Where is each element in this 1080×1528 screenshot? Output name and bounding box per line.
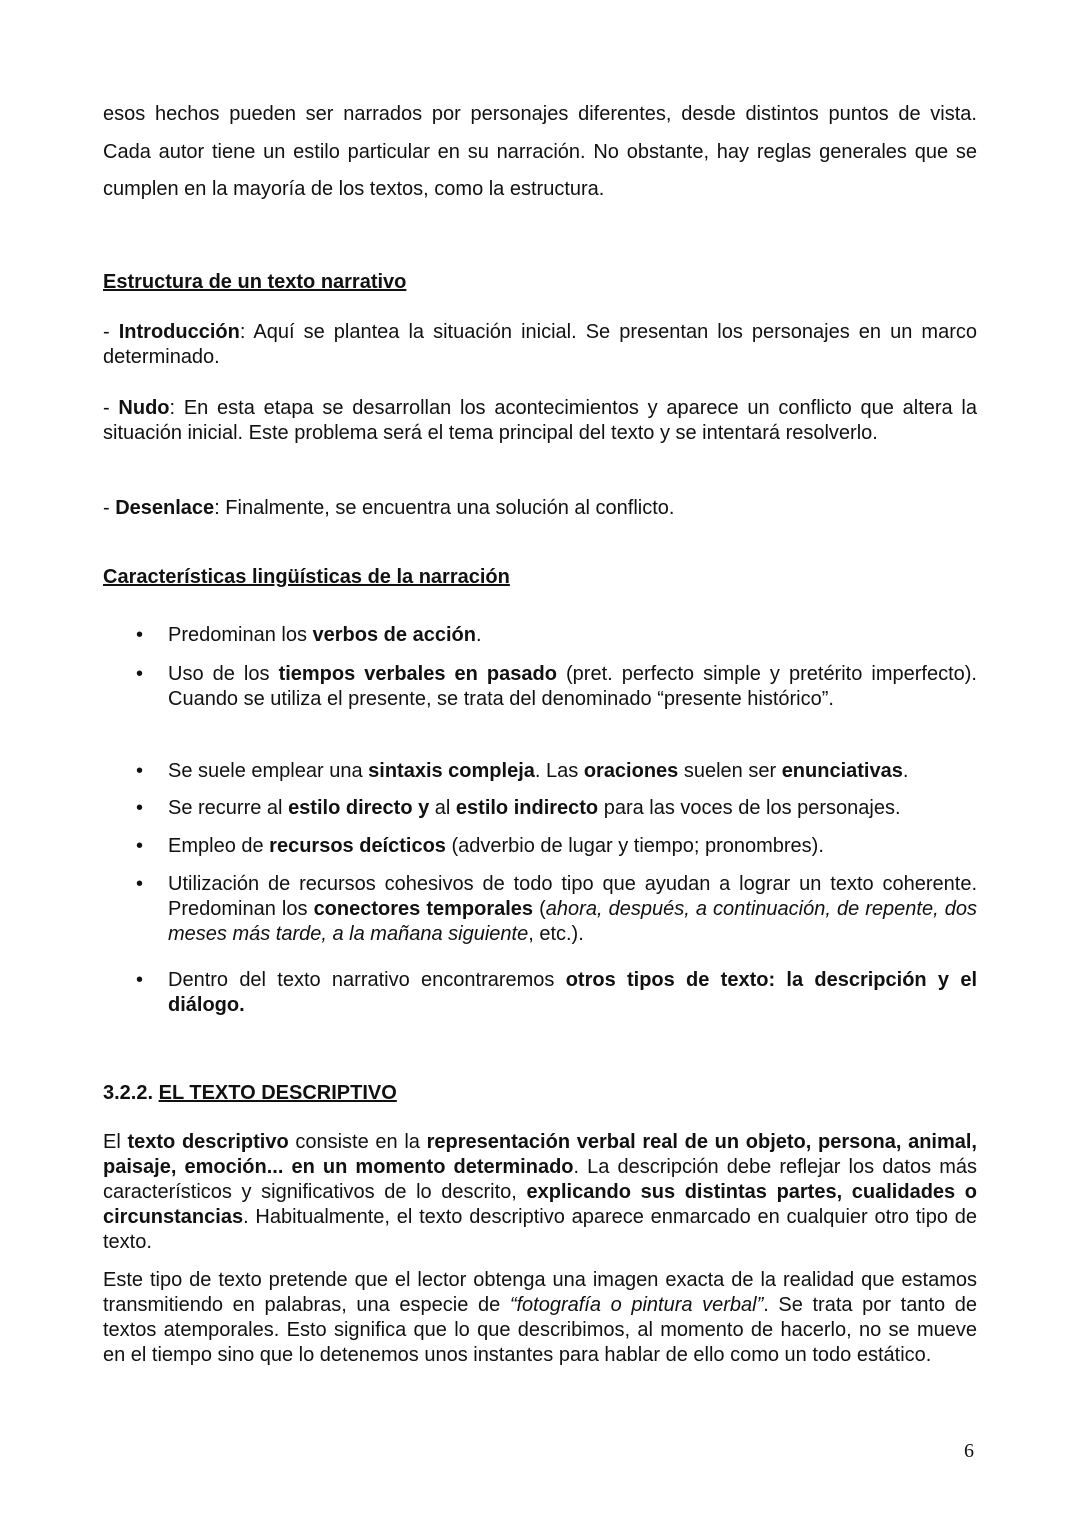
text-segment: . Las — [534, 760, 584, 782]
text-segment: Se suele emplear una — [168, 760, 369, 782]
feature-bullet — [103, 796, 977, 821]
bold-text: conectores temporales — [313, 898, 534, 920]
bold-text: oraciones — [583, 760, 679, 782]
features-heading: Características lingüísticas de la narración — [103, 566, 510, 588]
text-segment: . Habitualmente, el texto descriptivo aparece enmarcado en cualquier otro tipo de texto. — [103, 1206, 977, 1253]
feature-text — [168, 872, 977, 947]
text-segment: - — [103, 497, 116, 519]
feature-bullet — [103, 759, 977, 784]
text-segment: Predominan los — [168, 624, 313, 646]
feature-text — [168, 662, 977, 712]
feature-bullet — [103, 872, 977, 947]
text-segment: : Finalmente, se encuentra una solución al conflicto. — [214, 497, 675, 519]
descriptive-paragraph — [103, 1130, 977, 1255]
bullet-icon: • — [136, 760, 144, 782]
bullet-icon: • — [136, 969, 144, 991]
text-segment: Uso de los — [168, 663, 279, 685]
section-title: EL TEXTO DESCRIPTIVO — [158, 1082, 397, 1104]
text-segment: . — [475, 624, 482, 646]
text-segment: al — [429, 797, 456, 819]
bold-text: otros tipos de texto: la descripción y el diálogo. — [168, 969, 977, 1016]
bullet-icon: • — [136, 624, 144, 646]
bullet-icon: • — [136, 797, 144, 819]
feature-text — [168, 968, 977, 1018]
feature-text — [168, 759, 977, 784]
text-segment: consiste en la — [288, 1131, 427, 1153]
feature-bullet — [103, 834, 977, 859]
text-segment: : Aquí se plantea la situación inicial. Se presentan los personajes en un marco determinado. — [103, 321, 977, 368]
text-segment: - — [103, 397, 119, 419]
bold-text: Nudo — [118, 397, 170, 419]
text-segment: - — [103, 321, 119, 343]
text-segment: esos hechos pueden ser narrados por personajes diferentes, desde distintos puntos de vista. Cada autor tiene un estilo particular en su narración. No obstante, hay reglas generales que se cumplen en la mayoría de los textos, como la estructura. — [103, 103, 977, 200]
intro-paragraph — [103, 96, 977, 209]
structure-item-desenlace — [103, 496, 977, 521]
text-segment: ( — [533, 898, 546, 920]
text-segment: El — [103, 1131, 128, 1153]
text-segment: Dentro del texto narrativo encontraremos — [168, 969, 566, 991]
text-segment: para las voces de los personajes. — [598, 797, 901, 819]
bold-text: estilo directo y — [288, 797, 430, 819]
bold-text: recursos deícticos — [269, 835, 446, 857]
text-segment: suelen ser — [678, 760, 782, 782]
text-segment: Utilización de recursos cohesivos de todo tipo que ayudan a lograr un texto coherente. Predominan los — [168, 873, 977, 920]
descriptive-paragraph — [103, 1268, 977, 1368]
bold-text: explicando sus distintas partes, cualidades o circunstancias — [103, 1181, 978, 1228]
descriptive-heading — [103, 1081, 977, 1106]
feature-bullet — [103, 968, 977, 1018]
text-segment: (pret. perfecto simple y pretérito imperfecto). Cuando se utiliza el presente, se trata del denominado “presente histórico”. — [168, 663, 977, 710]
structure-item-introduccion — [103, 320, 977, 370]
bullet-icon: • — [136, 835, 144, 857]
feature-text — [168, 623, 977, 648]
bullet-icon: • — [136, 663, 144, 685]
bold-text: sintaxis compleja — [368, 760, 535, 782]
text-segment: Se recurre al — [168, 797, 289, 819]
text-segment: . Se trata por tanto de textos atemporales. Esto significa que lo que describimos, al momento de hacerlo, no se mueve en el tiempo sino que lo detenemos unos instantes para hablar de ello como un todo estático. — [103, 1294, 977, 1366]
text-segment: : En esta etapa se desarrollan los acontecimientos y aparece un conflicto que altera la situación inicial. Este problema será el tema principal del texto y se intentará resolverlo. — [103, 397, 977, 444]
bold-text: Introducción — [118, 321, 240, 343]
feature-text — [168, 834, 977, 859]
italic-text: “fotografía o pintura verbal” — [509, 1294, 764, 1316]
text-segment: . La descripción debe reflejar los datos más característicos y significativos de lo descrito, — [103, 1156, 977, 1203]
structure-heading: Estructura de un texto narrativo — [103, 271, 407, 293]
bold-text: Desenlace — [115, 497, 215, 519]
text-segment: (adverbio de lugar y tiempo; pronombres). — [445, 835, 824, 857]
text-segment: . — [902, 760, 909, 782]
text-segment: Empleo de — [168, 835, 270, 857]
page-number: 6 — [964, 1440, 974, 1462]
bullet-icon: • — [136, 873, 144, 895]
feature-bullet — [103, 662, 977, 712]
text-segment: , etc.). — [528, 923, 584, 945]
italic-text: ahora, después, a continuación, de repente, dos meses más tarde, a la mañana siguiente — [168, 898, 977, 945]
bold-text: tiempos verbales en pasado — [278, 663, 557, 685]
feature-text — [168, 796, 977, 821]
bold-text: representación verbal real de un objeto, persona, animal, paisaje, emoción... en un momento determinado — [103, 1131, 977, 1178]
feature-bullet — [103, 623, 977, 648]
bold-text: texto descriptivo — [127, 1131, 289, 1153]
bold-text: verbos de acción — [312, 624, 476, 646]
section-number: 3.2.2. — [103, 1082, 159, 1104]
structure-item-nudo — [103, 396, 977, 446]
bold-text: estilo indirecto — [455, 797, 599, 819]
text-segment: Este tipo de texto pretende que el lector obtenga una imagen exacta de la realidad que estamos transmitiendo en palabras, una especie de — [103, 1269, 977, 1316]
bold-text: enunciativas — [781, 760, 903, 782]
